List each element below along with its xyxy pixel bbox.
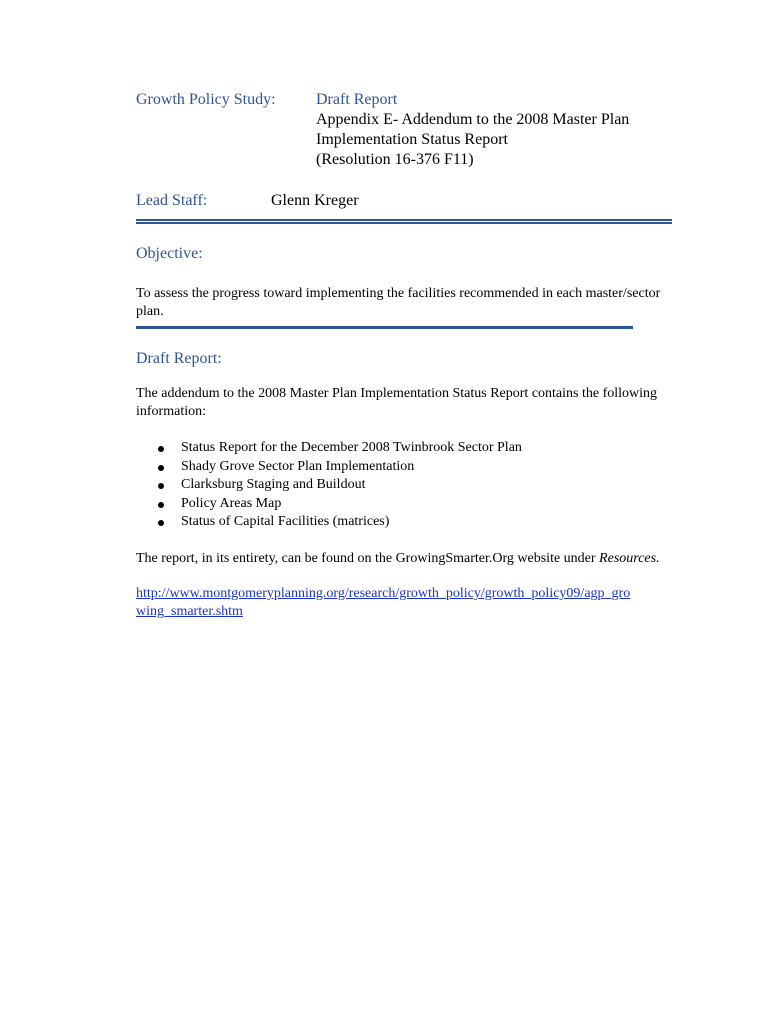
document-page bbox=[136, 90, 672, 621]
list-item: Status of Capital Facilities (matrices) bbox=[136, 513, 672, 532]
lead-staff-name: Glenn Kreger bbox=[271, 192, 359, 209]
link-line-2[interactable]: wing_smarter.shtm bbox=[136, 603, 243, 619]
list-item: Clarksburg Staging and Buildout bbox=[136, 476, 672, 495]
study-header bbox=[136, 90, 672, 170]
objective-heading: Objective: bbox=[136, 245, 203, 262]
resources-emphasis: Resources. bbox=[599, 550, 660, 566]
info-list bbox=[136, 439, 672, 532]
list-item: Policy Areas Map bbox=[136, 495, 672, 514]
bullet-icon bbox=[158, 483, 164, 489]
draft-report-heading: Draft Report: bbox=[136, 350, 222, 367]
draft-report-intro: The addendum to the 2008 Master Plan Implementation Status Report contains the following information: bbox=[136, 386, 658, 419]
study-line-2: Implementation Status Report bbox=[316, 131, 508, 148]
study-line-3: (Resolution 16-376 F11) bbox=[316, 151, 474, 168]
link-line-1[interactable]: http://www.montgomeryplanning.org/research/growth_policy/growth_policy09/agp_gro bbox=[136, 585, 631, 601]
growing-smarter-link[interactable] bbox=[136, 585, 672, 621]
bullet-icon bbox=[158, 502, 164, 508]
lead-staff-label: Lead Staff: bbox=[136, 192, 208, 209]
bullet-icon bbox=[158, 520, 164, 526]
list-item: Status Report for the December 2008 Twinbrook Sector Plan bbox=[136, 439, 672, 458]
list-item: Shady Grove Sector Plan Implementation bbox=[136, 458, 672, 477]
section-divider bbox=[136, 326, 633, 329]
study-line-1: Appendix E- Addendum to the 2008 Master Plan bbox=[316, 111, 630, 128]
study-title: Draft Report bbox=[316, 91, 398, 108]
bullet-icon bbox=[158, 465, 164, 471]
bullet-icon bbox=[158, 446, 164, 452]
report-location-text: The report, in its entirety, can be found on the GrowingSmarter.Org website under Resources. bbox=[136, 550, 660, 566]
study-label: Growth Policy Study: bbox=[136, 91, 276, 108]
study-details bbox=[316, 90, 672, 170]
lead-staff-row bbox=[136, 191, 672, 211]
objective-text: To assess the progress toward implementing the facilities recommended in each master/sector plan. bbox=[136, 286, 661, 319]
double-divider bbox=[136, 219, 672, 224]
